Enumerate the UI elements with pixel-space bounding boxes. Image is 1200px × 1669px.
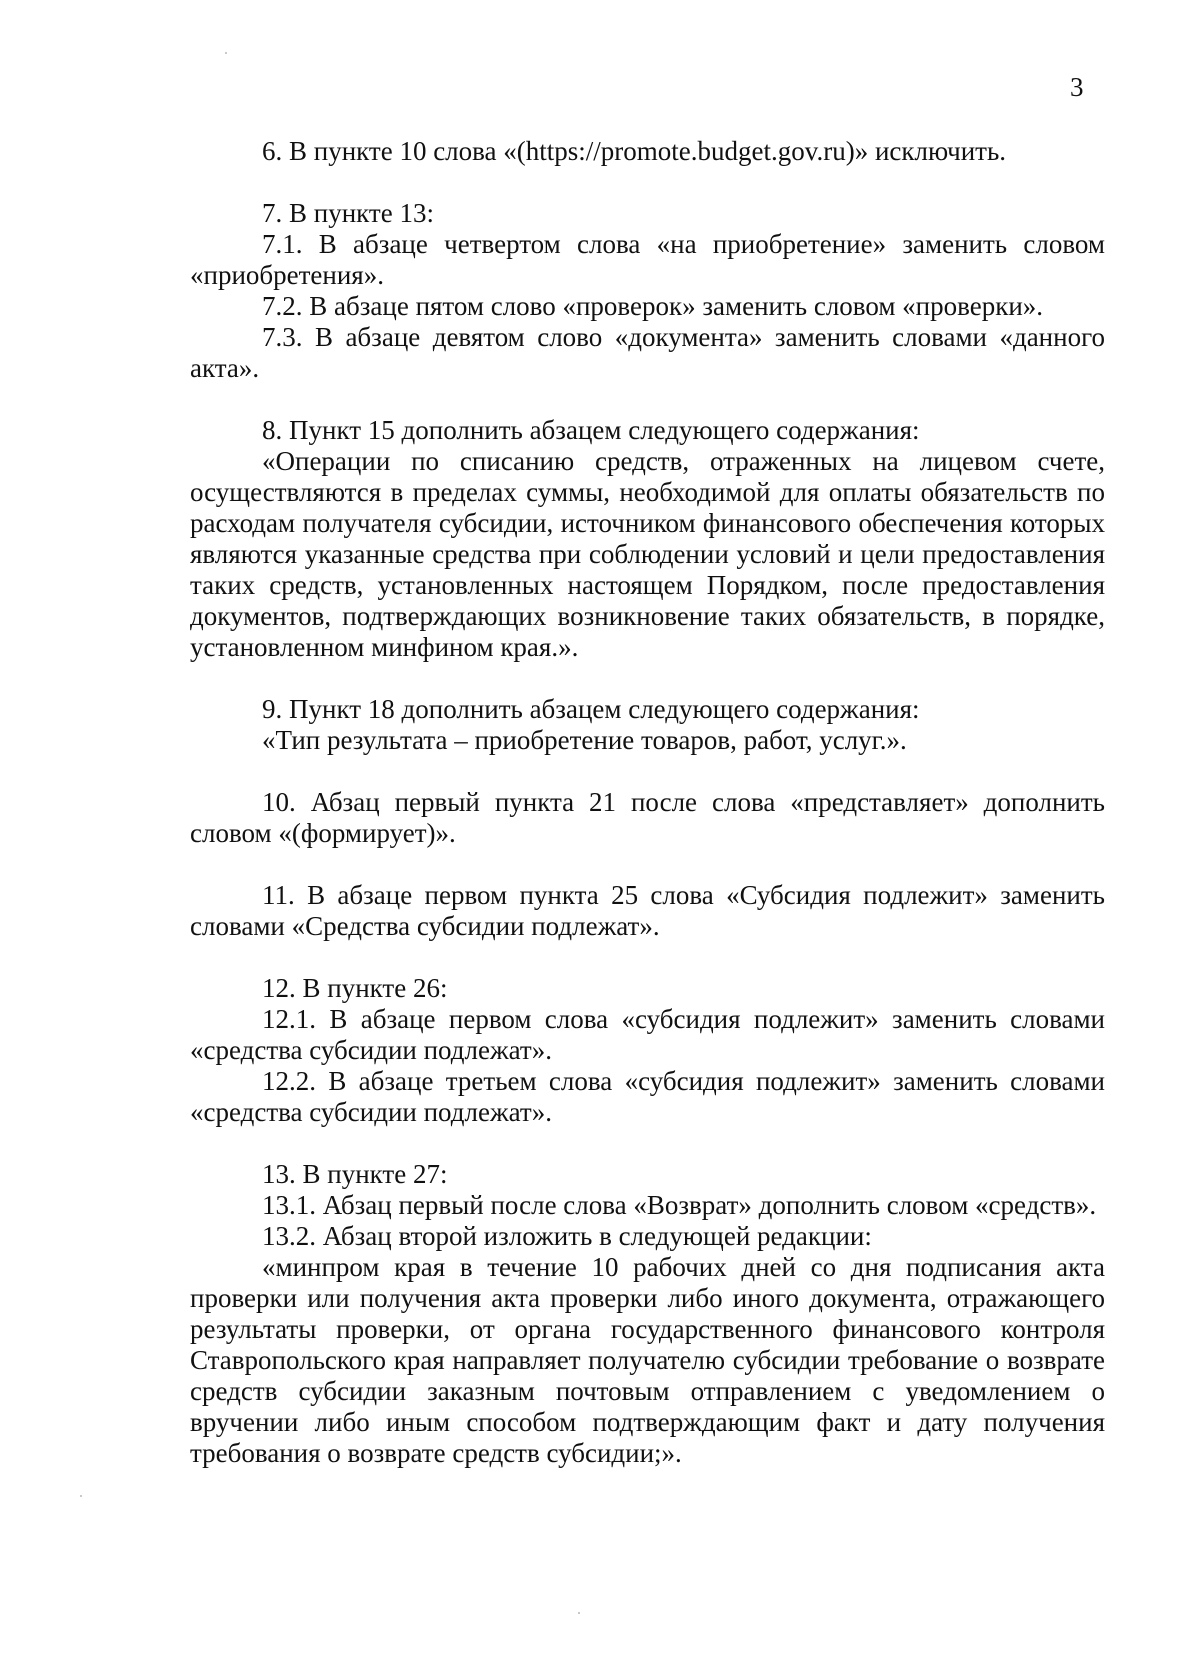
amendment-8: [190, 415, 1105, 663]
quoted-paragraph: «минпром края в течение 10 рабочих дней со дня подписания акта проверки или получения акта проверки либо иного документа, отражающего результаты проверки, от органа государственного финансового контроля Ставропольского края направляет получателю субсидии требование о возврате средств субсидии заказным почтовым отправлением с уведомлением о вручении либо иным способом подтверждающим факт и дату получения требования о возврате средств субсидии;».: [190, 1252, 1105, 1468]
paragraph: 9. Пункт 18 дополнить абзацем следующего содержания:: [262, 694, 920, 724]
paragraph: 7.3. В абзаце девятом слово «документа» заменить словами «данного акта».: [190, 322, 1105, 383]
scan-speck: [578, 1612, 580, 1614]
paragraph: 7.2. В абзаце пятом слово «проверок» заменить словом «проверки».: [262, 291, 1044, 321]
amendment-7: [190, 198, 1105, 384]
amendment-12: [190, 973, 1105, 1128]
paragraph: 6. В пункте 10 слова «(https://promote.budget.gov.ru)» исключить.: [262, 136, 1007, 166]
amendment-6: [190, 136, 1105, 167]
paragraph: 13. В пункте 27:: [262, 1159, 448, 1189]
paragraph: 11. В абзаце первом пункта 25 слова «Субсидия подлежит» заменить словами «Средства субсидии подлежат».: [190, 880, 1105, 941]
paragraph: 8. Пункт 15 дополнить абзацем следующего содержания:: [262, 415, 920, 445]
paragraph: 13.1. Абзац первый после слова «Возврат» дополнить словом «средств».: [262, 1190, 1097, 1220]
quoted-paragraph: «Операции по списанию средств, отраженных на лицевом счете, осуществляются в пределах суммы, необходимой для оплаты обязательств по расходам получателя субсидии, источником финансового обеспечения которых являются указанные средства при соблюдении условий и цели предоставления таких средств, установленных настоящем Порядком, после предоставления документов, подтверждающих возникновение таких обязательств, в порядке, установленном минфином края.».: [190, 446, 1105, 662]
amendment-9: [190, 694, 1105, 756]
page-number: 3: [1070, 72, 1084, 102]
paragraph: 12.1. В абзаце первом слова «субсидия подлежит» заменить словами «средства субсидии подлежат».: [190, 1004, 1105, 1065]
amendment-11: [190, 880, 1105, 942]
paragraph: 13.2. Абзац второй изложить в следующей редакции:: [262, 1221, 872, 1251]
paragraph: 7.1. В абзаце четвертом слова «на приобретение» заменить словом «приобретения».: [190, 229, 1105, 290]
amendment-13: [190, 1159, 1105, 1469]
paragraph: 7. В пункте 13:: [262, 198, 434, 228]
amendment-10: [190, 787, 1105, 849]
scan-speck: [225, 52, 227, 54]
quoted-paragraph: «Тип результата – приобретение товаров, работ, услуг.».: [262, 725, 907, 755]
scan-speck: [80, 1495, 82, 1497]
paragraph: 12.2. В абзаце третьем слова «субсидия подлежит» заменить словами «средства субсидии подлежат».: [190, 1066, 1105, 1127]
paragraph: 10. Абзац первый пункта 21 после слова «представляет» дополнить словом «(формирует)».: [190, 787, 1105, 848]
paragraph: 12. В пункте 26:: [262, 973, 448, 1003]
document-body: [190, 136, 1105, 1469]
